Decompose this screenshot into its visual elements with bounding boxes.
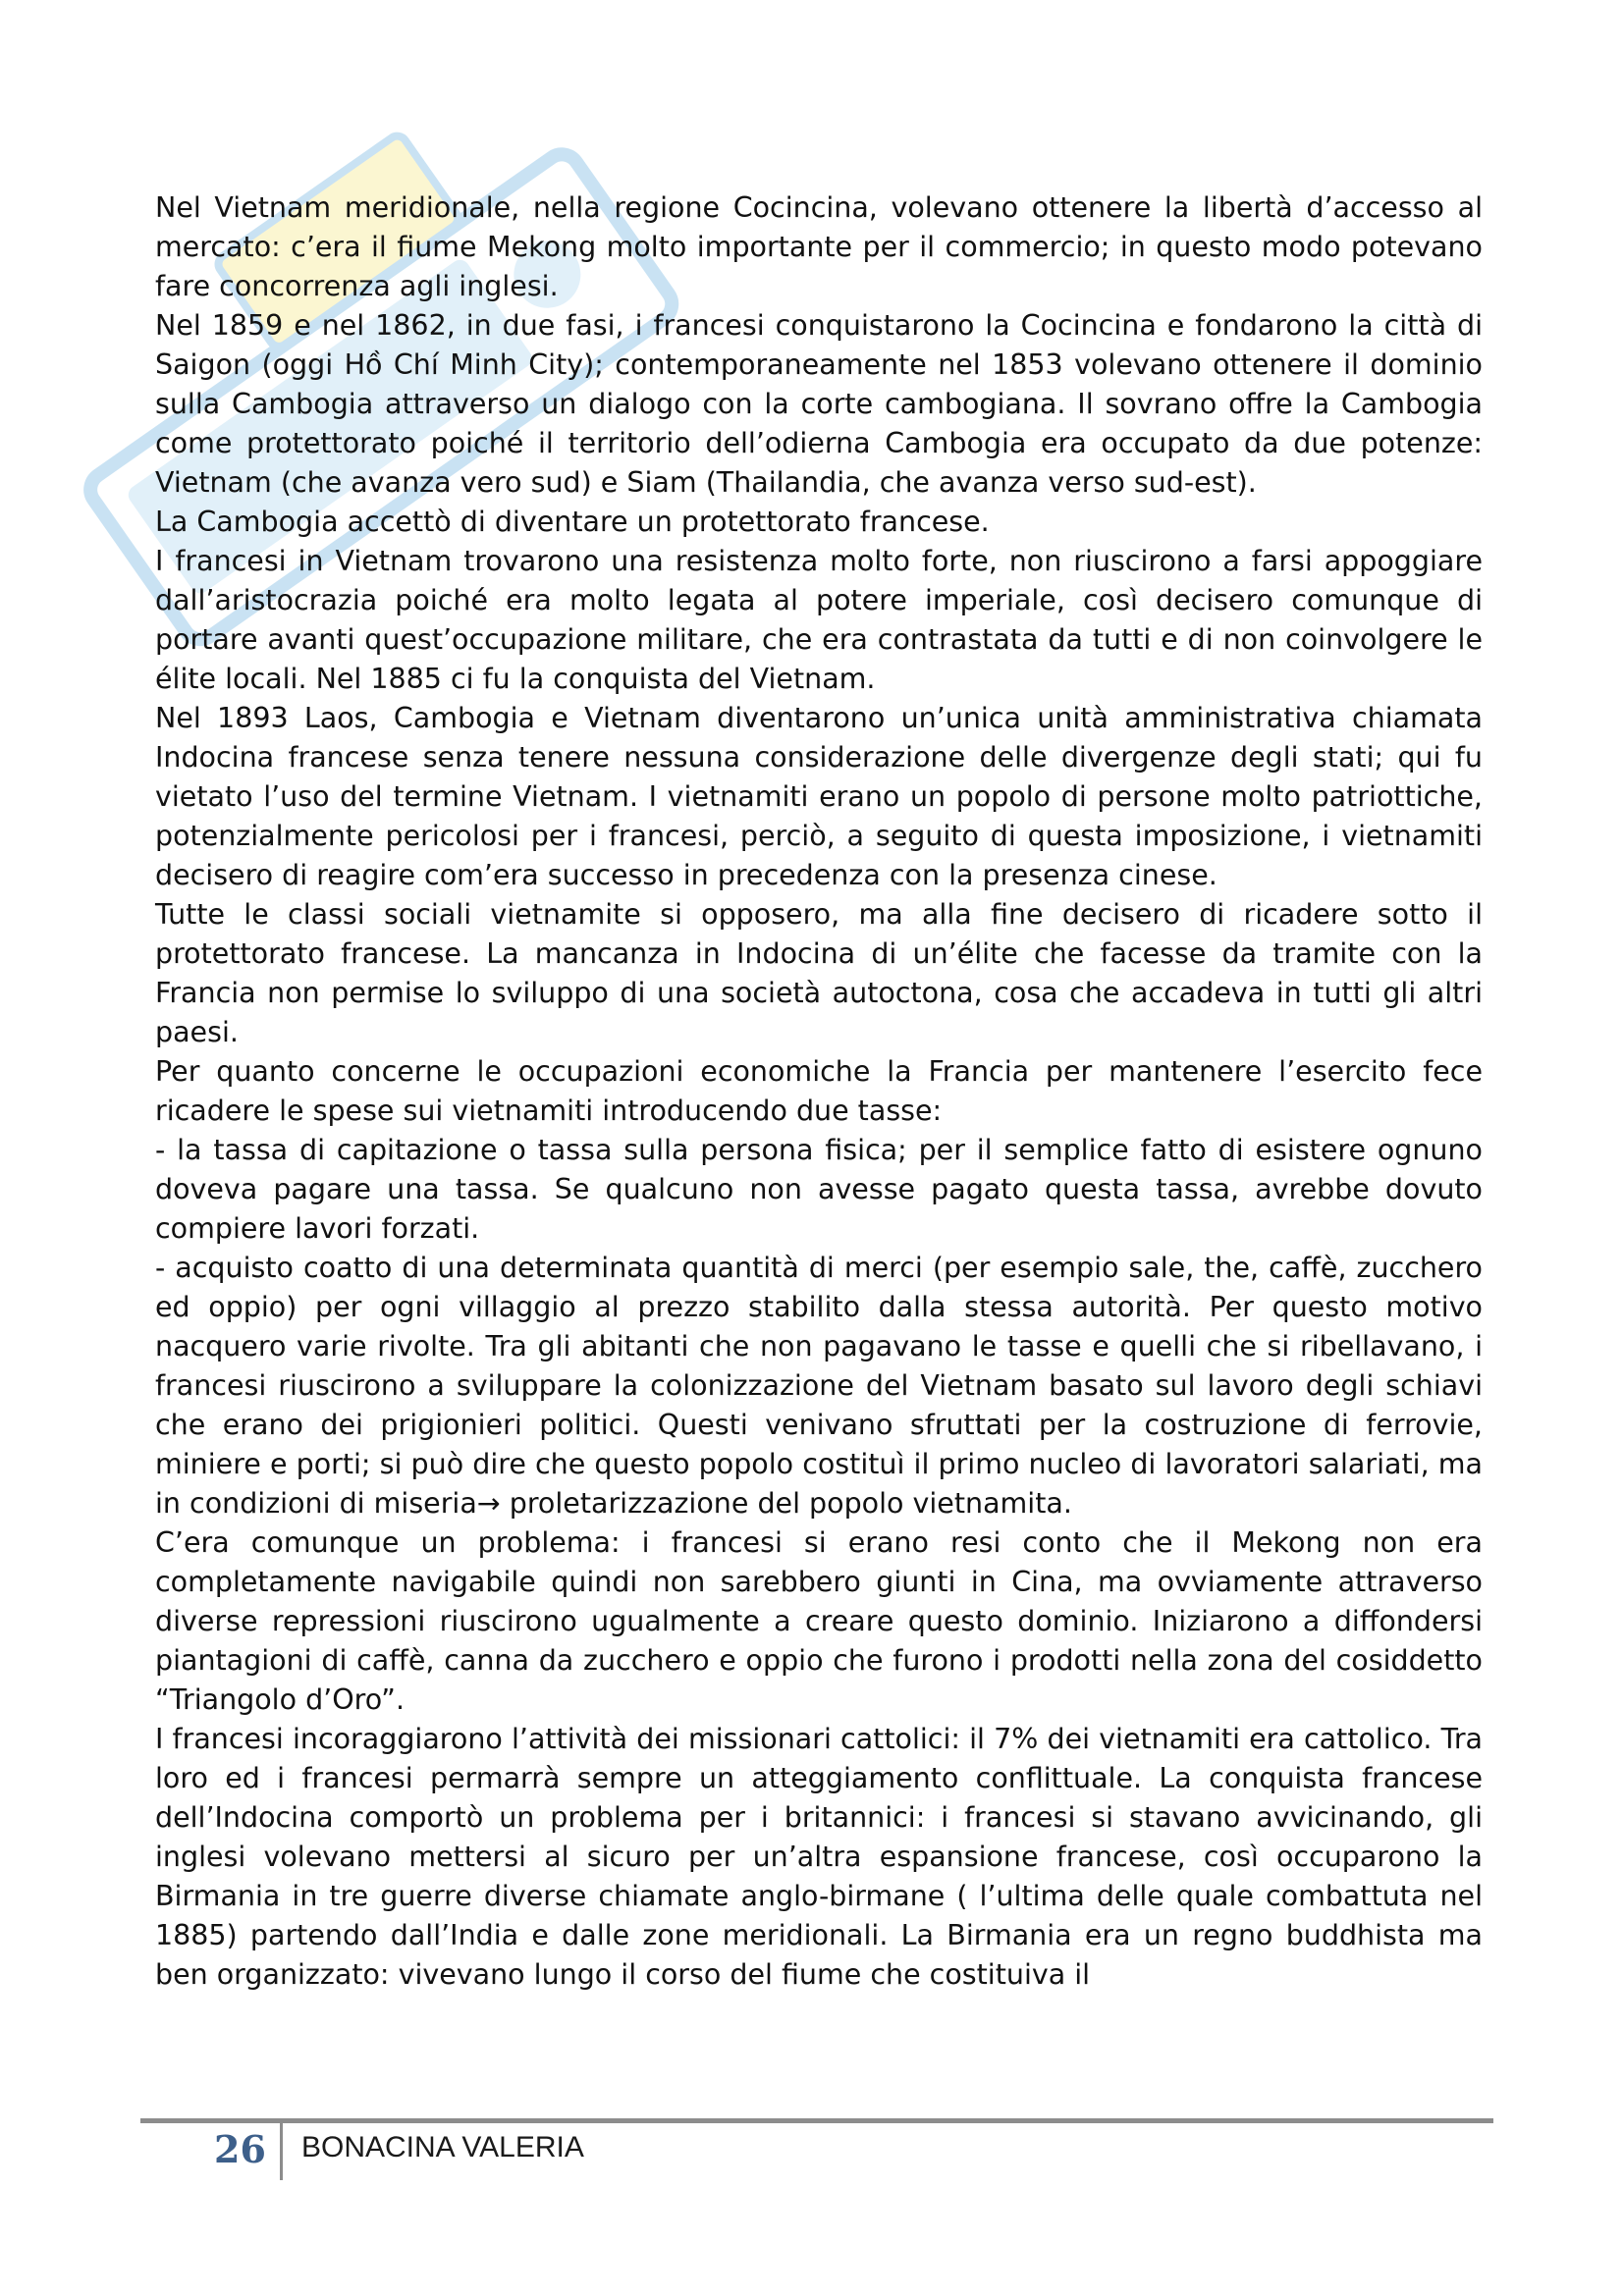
footer-author: BONACINA VALERIA	[301, 2131, 584, 2163]
paragraph: - la tassa di capitazione o tassa sulla persona fisica; per il semplice fatto di esistere ognuno doveva pagare una tassa. Se qualcuno non avesse pagato questa tassa, avrebbe dovuto compiere lavori forzati.	[155, 1134, 1483, 1245]
paragraph: Nel 1893 Laos, Cambogia e Vietnam diventarono un’unica unità amministrativa chiamata Indocina francese senza tenere nessuna considerazione delle divergenze degli stati; qui fu vietato l’uso del termine Vietnam. I vietnamiti erano un popolo di persone molto patriottiche, potenzialmente pericolosi per i francesi, perciò, a seguito di questa imposizione, i vietnamiti decisero di reagire com’era successo in precedenza con la presenza cinese.	[155, 702, 1483, 891]
footer-divider	[280, 2123, 283, 2180]
footer-rule	[140, 2118, 1493, 2123]
paragraph: C’era comunque un problema: i francesi si erano resi conto che il Mekong non era completamente navigabile quindi non sarebbero giunti in Cina, ma ovviamente attraverso diverse repressioni riuscirono ugualmente a creare questo dominio. Iniziarono a diffondersi piantagioni di caffè, canna da zucchero e oppio che furono i prodotti nella zona del cosiddetto “Triangolo d’Oro”.	[155, 1526, 1483, 1716]
paragraph: Nel Vietnam meridionale, nella regione Cocincina, volevano ottenere la libertà d’accesso al mercato: c’era il fiume Mekong molto importante per il commercio; in questo modo potevano fare concorrenza agli inglesi.	[155, 191, 1483, 302]
paragraph: La Cambogia accettò di diventare un protettorato francese.	[155, 506, 990, 538]
paragraph: Tutte le classi sociali vietnamite si opposero, ma alla fine decisero di ricadere sotto il protettorato francese. La mancanza in Indocina di un’élite che facesse da tramite con la Francia non permise lo sviluppo di una società autoctona, cosa che accadeva in tutti gli altri paesi.	[155, 898, 1483, 1048]
body-text	[155, 188, 1483, 1995]
paragraph: I francesi incoraggiarono l’attività dei missionari cattolici: il 7% dei vietnamiti era cattolico. Tra loro ed i francesi permarrà sempre un atteggiamento conflittuale. La conquista francese dell’Indocina comportò un problema per i britannici: i francesi si stavano avvicinando, gli inglesi volevano mettersi al sicuro per un’altra espansione francese, così occuparono la Birmania in tre guerre diverse chiamate anglo-birmane ( l’ultima delle quale combattuta nel 1885) partendo dall’India e dalle zone meridionali. La Birmania era un regno buddhista ma ben organizzato: vivevano lungo il corso del fiume che costituiva il	[155, 1723, 1483, 1991]
paragraph: Per quanto concerne le occupazioni economiche la Francia per mantenere l’esercito fece ricadere le spese sui vietnamiti introducendo due tasse:	[155, 1055, 1483, 1127]
page-number: 26	[214, 2127, 266, 2171]
paragraph: - acquisto coatto di una determinata quantità di merci (per esempio sale, the, caffè, zucchero ed oppio) per ogni villaggio al prezzo stabilito dalla stessa autorità. Per questo motivo nacquero varie rivolte. Tra gli abitanti che non pagavano le tasse e quelli che si ribellavano, i francesi riuscirono a sviluppare la colonizzazione del Vietnam basato sul lavoro degli schiavi che erano dei prigionieri politici. Questi venivano sfruttati per la costruzione di ferrovie, miniere e porti; si può dire che questo popolo costituì il primo nucleo di lavoratori salariati, ma in condizioni di miseria→ proletarizzazione del popolo vietnamita.	[155, 1252, 1483, 1520]
paragraph: I francesi in Vietnam trovarono una resistenza molto forte, non riuscirono a farsi appoggiare dall’aristocrazia poiché era molto legata al potere imperiale, così decisero comunque di portare avanti quest’occupazione militare, che era contrastata da tutti e di non coinvolgere le élite locali. Nel 1885 ci fu la conquista del Vietnam.	[155, 545, 1483, 695]
paragraph: Nel 1859 e nel 1862, in due fasi, i francesi conquistarono la Cocincina e fondarono la città di Saigon (oggi Hồ Chí Minh City); contemporaneamente nel 1853 volevano ottenere il dominio sulla Cambogia attraverso un dialogo con la corte cambogiana. Il sovrano offre la Cambogia come protettorato poiché il territorio dell’odierna Cambogia era occupato da due potenze: Vietnam (che avanza vero sud) e Siam (Thailandia, che avanza verso sud-est).	[155, 309, 1483, 499]
